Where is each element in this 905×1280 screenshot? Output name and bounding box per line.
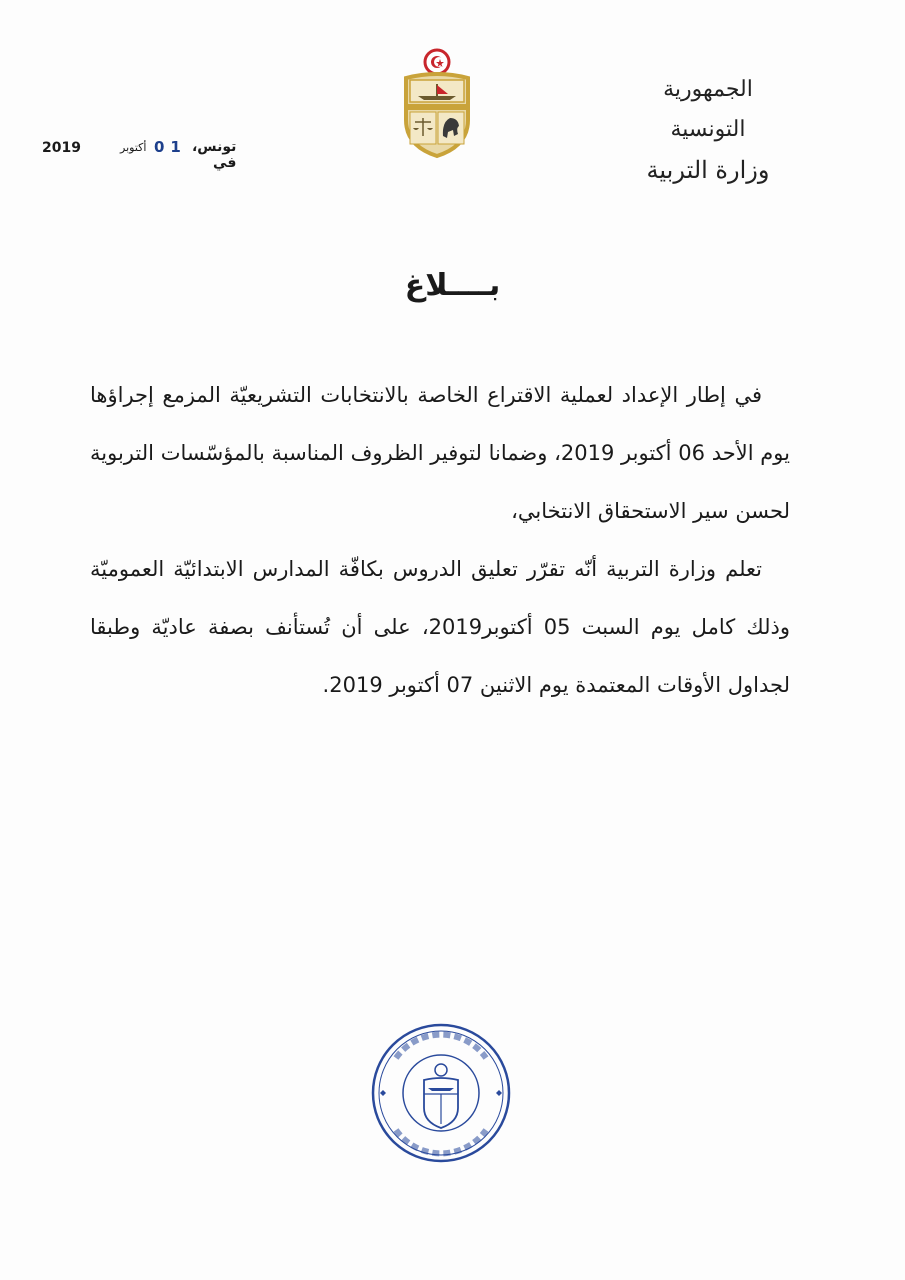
document-date xyxy=(42,136,237,171)
ministry-header xyxy=(623,70,793,190)
date-month: أكتوبر xyxy=(120,141,147,154)
date-day: 01 xyxy=(154,138,187,156)
date-city-prefix: تونس، في xyxy=(191,139,237,171)
date-year: 2019 xyxy=(42,140,81,156)
republic-name: الجمهورية التونسية xyxy=(663,77,753,142)
document-body xyxy=(90,366,790,714)
ministry-name: وزارة التربية xyxy=(646,156,770,184)
tunisia-coat-of-arms-icon xyxy=(398,48,476,160)
body-paragraph-1: في إطار الإعداد لعملية الاقتراع الخاصة بالانتخابات التشريعيّة المزمع إجراؤها يوم الأحد 06 أكتوبر 2019، وضمانا لتوفير الظروف المناسبة بالمؤسّسات التربوية لحسن سير الاستحقاق الانتخابي، xyxy=(90,383,790,523)
body-paragraph-2: تعلم وزارة التربية أنّه تقرّر تعليق الدروس بكافّة المدارس الابتدائيّة العموميّة وذلك كامل يوم السبت 05 أكتوبر2019، على أن تُستأنف بصفة عاديّة وطبقا لجداول الأوقات المعتمدة يوم الاثنين 07 أكتوبر 2019. xyxy=(90,557,791,697)
document-title: بــــلاغ xyxy=(404,268,501,303)
ministry-seal-icon xyxy=(366,1018,516,1168)
